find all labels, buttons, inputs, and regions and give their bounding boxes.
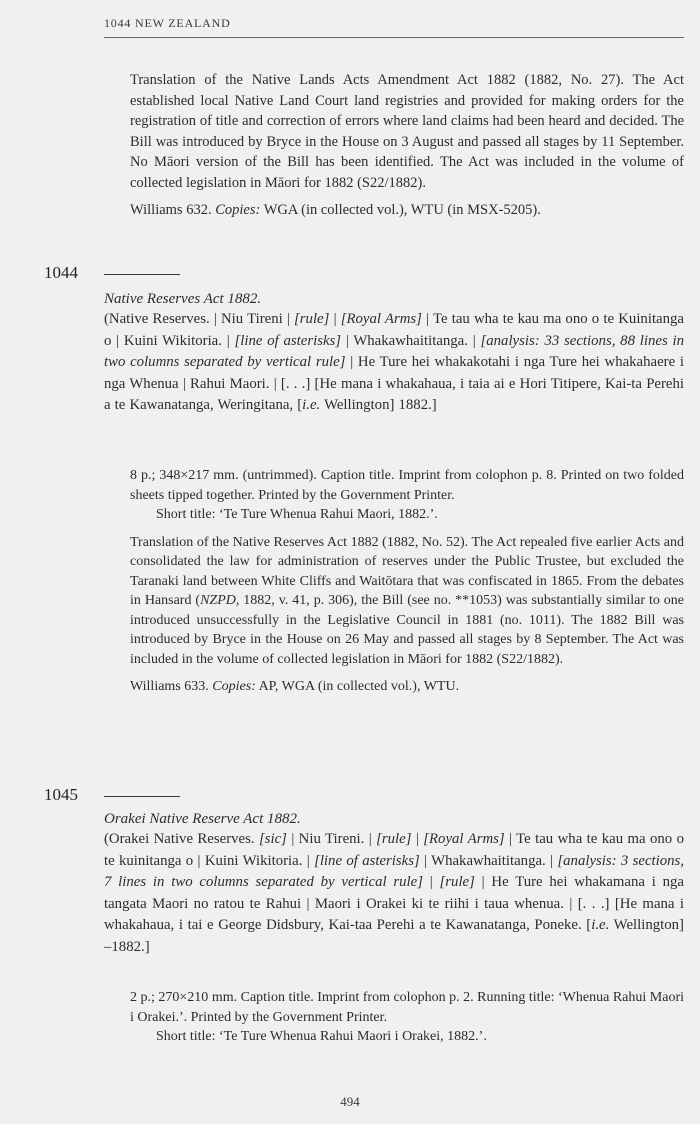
- intro-copies-text: WGA (in collected vol.), WTU (in MSX-5205).: [263, 202, 541, 218]
- entry-number: 1045: [44, 785, 78, 804]
- text-run: | Niu Tireni. |: [286, 831, 377, 847]
- entry-dash: [104, 796, 180, 797]
- entry-physical: 2 p.; 270×210 mm. Caption title. Imprint from colophon p. 2. Running title: ‘Whenua Rahui Maori i Orakei.’. Printed by the Government Printer.: [130, 990, 684, 1025]
- italic-run: i.e.: [302, 397, 321, 413]
- text-run: , 1882, v. 41, p. 306), the Bill (see no. **1053) was substantially similar to one introduced unsuccessfully in the Legislative Council in 1881 (no. 1011). The 1882 Bill was introduced by Bryce in the House on 26 May and passed all stages by 8 September. The Act was included in the volume of collected legislation in Māori for 1882 (S22/1882).: [130, 593, 684, 667]
- entry-copies-label: Copies:: [212, 679, 256, 694]
- text-run: |: [411, 831, 424, 847]
- entry-1044: [104, 289, 684, 417]
- text-run: | Te tau wha te kau ma ono o te kuinitanga o | Kuini Wikitoria. |: [104, 831, 684, 869]
- header-rule: [104, 37, 684, 38]
- entry-imprint: [104, 829, 684, 958]
- text-run: Wellington] –1882.]: [104, 917, 684, 955]
- intro-copies-label: Copies:: [215, 202, 261, 218]
- entry-title: Orakei Native Reserve Act 1882.: [104, 811, 301, 827]
- running-head: 1044 NEW ZEALAND: [104, 16, 231, 30]
- entry-physical: 8 p.; 348×217 mm. (untrimmed). Caption title. Imprint from colophon p. 8. Printed on two folded sheets tipped together. Printed by the Government Printer.: [130, 468, 684, 503]
- text-run: Wellington] 1882.]: [320, 397, 437, 413]
- entry-imprint: [104, 309, 684, 417]
- italic-run: [analysis: 33 sections, 88 lines in two columns separated by vertical rule]: [104, 332, 685, 370]
- entry-1045: [104, 809, 684, 958]
- entry-title: Native Reserves Act 1882.: [104, 291, 262, 307]
- intro-block: [130, 70, 684, 221]
- italic-run: [rule]: [294, 311, 330, 327]
- entry-dash: [104, 274, 180, 275]
- text-run: (Orakei Native Reserves.: [104, 831, 259, 847]
- text-run: | Whakawhaititanga. |: [341, 332, 481, 349]
- entry-short-title: Short title: ‘Te Ture Whenua Rahui Maori, 1882.’.: [156, 507, 438, 522]
- italic-run: [Royal Arms]: [340, 311, 422, 327]
- italic-run: [rule]: [439, 874, 475, 890]
- italic-run: [line of asterisks]: [234, 332, 342, 349]
- italic-run: i.e.: [591, 917, 610, 933]
- text-run: Translation of the Native Reserves Act 1882 (1882, No. 52). The Act repealed five earlier Acts and consolidated the law for administration of reserves under the Public Trustee, but excluded the Taranaki land between White Cliffs and Waitōtara that was confiscated in 1865. From the debates in Hansard (: [130, 534, 684, 608]
- entry-reference: [130, 677, 684, 697]
- entry-short-title: Short title: ‘Te Ture Whenua Rahui Maori i Orakei, 1882.’.: [156, 1029, 487, 1044]
- entry-1045-notes: [130, 988, 684, 1047]
- text-run: | He Ture hei whakamana i nga tangata Maori no ratou te Rahui | Maori i Orakei ki te riihi i taua whenua. | [. . .] [He mana i whakahaua, i tai e George Didsbury, Kai-taa Perehi a te Kawanatanga, Poneke. [: [104, 874, 684, 933]
- text-run: |: [329, 311, 341, 327]
- entry-translation: [130, 533, 684, 670]
- text-run: (Native Reserves. | Niu Tireni |: [104, 311, 295, 327]
- text-run: | Te tau wha te kau ma ono o te Kuinitanga o | Kuini Wikitoria. |: [104, 311, 684, 349]
- entry-ref-prefix: Williams 633.: [130, 679, 209, 694]
- text-run: | He Ture hei whakakotahi i nga Ture hei whakahaere i nga Whenua | Rahui Maori. | [. . .] [He mana i whakahaua, i taia ai e Hori Titipere, Kai-ta Perehi a te Kawanatanga, Weringitana, [: [104, 354, 684, 413]
- text-run: | Whakawhaititanga. |: [419, 852, 558, 869]
- intro-ref-prefix: Williams 632.: [130, 202, 212, 218]
- italic-run: [Royal Arms]: [423, 831, 505, 847]
- entry-copies-text: AP, WGA (in collected vol.), WTU.: [258, 679, 460, 694]
- intro-reference: [130, 201, 684, 221]
- italic-run: [line of asterisks]: [314, 852, 420, 869]
- entry-1044-notes: [130, 466, 684, 697]
- italic-run: [rule]: [376, 831, 412, 847]
- italic-run: [analysis: 3 sections, 7 lines in two columns separated by vertical rule]: [104, 852, 685, 890]
- intro-translation: Translation of the Native Lands Acts Amendment Act 1882 (1882, No. 27). The Act established local Native Land Court land registries and provided for making orders for the registration of title and correction of errors where land claims had been heard and decided. The Bill was introduced by Bryce in the House on 3 August and passed all stages by 11 September. No Māori version of the Bill has been identified. The Act was included in the volume of collected legislation in Māori for 1882 (S22/1882).: [130, 72, 684, 191]
- entry-number: 1044: [44, 263, 78, 282]
- italic-run: [sic]: [258, 831, 287, 847]
- text-run: |: [422, 874, 440, 890]
- italic-run: NZPD: [200, 593, 236, 608]
- page-number: 494: [340, 1094, 360, 1109]
